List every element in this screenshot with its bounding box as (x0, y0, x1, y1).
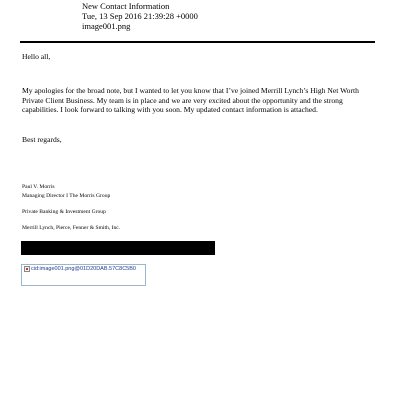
inline-images-value: image001.png (82, 21, 131, 31)
signature-firm: Merrill Lynch, Pierce, Fenner & Smith, Inc. (22, 225, 121, 231)
inline-image-alt-text: cid:image001.png@01D20DAB.57C8C5B0 (31, 266, 136, 272)
signature-name: Paul V. Morris (22, 184, 55, 190)
inline-image-placeholder[interactable] (21, 264, 146, 286)
closing: Best regards, (22, 135, 62, 144)
message-paragraph: My apologies for the broad note, but I wanted to let you know that I’ve joined Merrill Lynch’s High Net Worth Private Client Business. My team is in place and we are very excited about the opportunity and the strong capabilities. I look forward to talking with you soon. My updated contact information is attached. (22, 86, 359, 114)
broken-image-icon (24, 266, 30, 272)
date-value: Tue, 13 Sep 2016 21:39:28 +0000 (82, 11, 198, 21)
signature-group: Private Banking & Investment Group (22, 209, 106, 215)
signature-title: Managing Director I The Morris Group (22, 193, 111, 199)
redaction-bar (21, 241, 215, 255)
header-divider (20, 41, 375, 43)
greeting: Hello all, (22, 52, 51, 61)
subject-value: New Contact Information (82, 1, 170, 11)
